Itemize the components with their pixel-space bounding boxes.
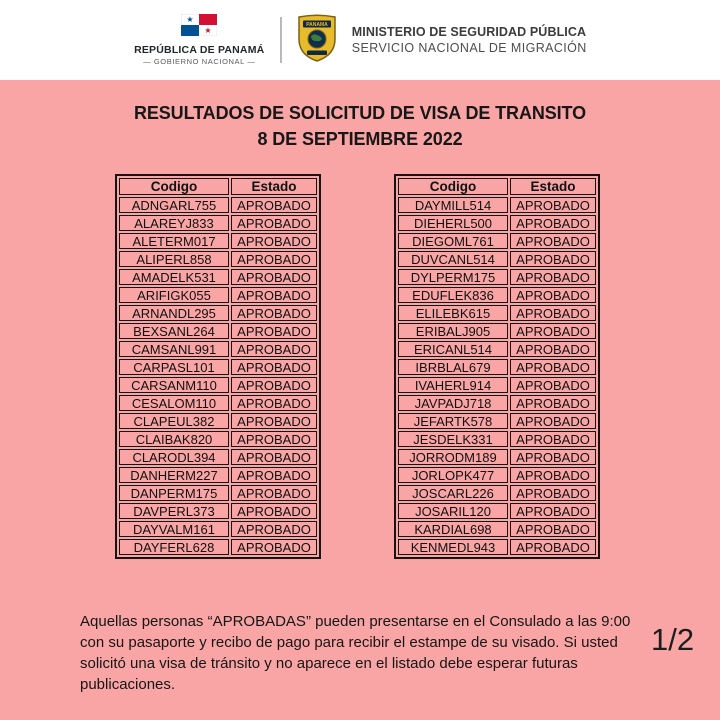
status-cell: APROBADO <box>510 431 596 447</box>
code-cell: ALIPERL858 <box>119 251 229 267</box>
header <box>0 0 720 80</box>
code-cell: ERICANL514 <box>398 341 508 357</box>
status-cell: APROBADO <box>231 269 317 285</box>
table-row <box>119 503 317 519</box>
table-row <box>119 197 317 213</box>
code-cell: AMADELK531 <box>119 269 229 285</box>
table-row <box>398 323 596 339</box>
code-cell: DAYMILL514 <box>398 197 508 213</box>
table-row <box>398 413 596 429</box>
table-header-row <box>119 178 317 195</box>
notice-body <box>0 80 720 720</box>
code-cell: ERIBALJ905 <box>398 323 508 339</box>
code-cell: DIEGOML761 <box>398 233 508 249</box>
code-cell: EDUFLEK836 <box>398 287 508 303</box>
code-cell: JOSARIL120 <box>398 503 508 519</box>
status-cell: APROBADO <box>231 377 317 393</box>
status-cell: APROBADO <box>231 287 317 303</box>
footer-note: Aquellas personas “APROBADAS” pueden presentarse en el Consulado a las 9:00 con su pasaporte y recibo de pago para recibir el estampe de su visado. Si usted solicitó una visa de tránsito y no aparece en el listado debe esperar futuras publicaciones. <box>80 613 631 693</box>
table-row <box>119 251 317 267</box>
page-title <box>0 100 720 152</box>
table-row <box>119 269 317 285</box>
table-row <box>119 323 317 339</box>
status-cell: APROBADO <box>231 251 317 267</box>
table-row <box>398 539 596 555</box>
code-cell: DAYVALM161 <box>119 521 229 537</box>
status-cell: APROBADO <box>231 341 317 357</box>
header-divider <box>280 17 282 63</box>
table-row <box>119 467 317 483</box>
code-cell: ALETERM017 <box>119 233 229 249</box>
results-table-left <box>115 174 321 559</box>
table-row <box>398 431 596 447</box>
code-cell: DIEHERL500 <box>398 215 508 231</box>
table-row <box>119 341 317 357</box>
table-row <box>398 341 596 357</box>
code-cell: JORLOPK477 <box>398 467 508 483</box>
code-cell: ELILEBK615 <box>398 305 508 321</box>
status-cell: APROBADO <box>510 503 596 519</box>
status-cell: APROBADO <box>231 413 317 429</box>
ministry-text <box>352 25 587 55</box>
status-cell: APROBADO <box>510 377 596 393</box>
status-cell: APROBADO <box>510 485 596 501</box>
svg-text:★: ★ <box>186 15 194 25</box>
code-cell: DYLPERM175 <box>398 269 508 285</box>
table-row <box>398 287 596 303</box>
status-cell: APROBADO <box>510 233 596 249</box>
status-cell: APROBADO <box>510 359 596 375</box>
code-cell: DANPERM175 <box>119 485 229 501</box>
table-row <box>398 197 596 213</box>
table-row <box>119 413 317 429</box>
status-cell: APROBADO <box>510 251 596 267</box>
status-cell: APROBADO <box>510 449 596 465</box>
table-row <box>119 431 317 447</box>
code-cell: ARIFIGK055 <box>119 287 229 303</box>
code-cell: ARNANDL295 <box>119 305 229 321</box>
code-cell: DANHERM227 <box>119 467 229 483</box>
table-row <box>398 305 596 321</box>
status-cell: APROBADO <box>231 431 317 447</box>
status-cell: APROBADO <box>510 269 596 285</box>
status-cell: APROBADO <box>510 395 596 411</box>
code-cell: ADNGARL755 <box>119 197 229 213</box>
code-cell: DAVPERL373 <box>119 503 229 519</box>
title-line2: 8 DE SEPTIEMBRE 2022 <box>257 129 463 149</box>
panama-flag-icon <box>181 14 217 41</box>
table-row <box>398 503 596 519</box>
table-row <box>398 449 596 465</box>
gov-logo-title: REPÚBLICA DE PANAMÁ <box>134 44 265 56</box>
migration-service-name: SERVICIO NACIONAL DE MIGRACIÓN <box>351 41 587 55</box>
table-row <box>398 269 596 285</box>
table-row <box>119 485 317 501</box>
table-row <box>398 467 596 483</box>
gov-logo-subtitle: — GOBIERNO NACIONAL — <box>143 57 256 66</box>
status-column-header: Estado <box>510 178 596 195</box>
code-cell: KENMEDL943 <box>398 539 508 555</box>
code-cell: CLAPEUL382 <box>119 413 229 429</box>
code-cell: CAMSANL991 <box>119 341 229 357</box>
status-cell: APROBADO <box>231 215 317 231</box>
status-cell: APROBADO <box>510 413 596 429</box>
code-cell: CARPASL101 <box>119 359 229 375</box>
status-cell: APROBADO <box>231 467 317 483</box>
status-cell: APROBADO <box>510 287 596 303</box>
table-row <box>119 215 317 231</box>
code-column-header: Codigo <box>398 178 508 195</box>
results-tables <box>115 174 600 559</box>
table-row <box>398 395 596 411</box>
table-row <box>119 395 317 411</box>
status-cell: APROBADO <box>510 305 596 321</box>
status-cell: APROBADO <box>510 341 596 357</box>
status-cell: APROBADO <box>510 323 596 339</box>
table-row <box>119 449 317 465</box>
svg-text:★: ★ <box>204 26 212 36</box>
title-line1: RESULTADOS DE SOLICITUD DE VISA DE TRANSITO <box>133 103 587 123</box>
status-cell: APROBADO <box>231 539 317 555</box>
table-row <box>119 233 317 249</box>
status-cell: APROBADO <box>510 197 596 213</box>
status-cell: APROBADO <box>231 197 317 213</box>
code-cell: DAYFERL628 <box>119 539 229 555</box>
status-cell: APROBADO <box>510 539 596 555</box>
code-cell: IVAHERL914 <box>398 377 508 393</box>
results-table-right <box>394 174 600 559</box>
code-cell: ALAREYJ833 <box>119 215 229 231</box>
ministry-name: MINISTERIO DE SEGURIDAD PÚBLICA <box>351 25 587 39</box>
code-column-header: Codigo <box>119 178 229 195</box>
status-cell: APROBADO <box>231 305 317 321</box>
code-cell: CLARODL394 <box>119 449 229 465</box>
status-cell: APROBADO <box>231 323 317 339</box>
table-row <box>119 377 317 393</box>
table-row <box>119 305 317 321</box>
page-indicator: 1/2 <box>651 622 695 657</box>
table-row <box>398 485 596 501</box>
table-header-row <box>398 178 596 195</box>
table-row <box>398 359 596 375</box>
status-cell: APROBADO <box>231 359 317 375</box>
code-cell: JORRODM189 <box>398 449 508 465</box>
table-row <box>119 287 317 303</box>
code-cell: CARSANM110 <box>119 377 229 393</box>
code-cell: JESDELK331 <box>398 431 508 447</box>
code-cell: KARDIAL698 <box>398 521 508 537</box>
table-row <box>398 215 596 231</box>
table-row <box>398 377 596 393</box>
table-row <box>398 251 596 267</box>
svg-text:PANAMA: PANAMA <box>305 21 328 28</box>
status-cell: APROBADO <box>231 521 317 537</box>
status-column-header: Estado <box>231 178 317 195</box>
code-cell: JOSCARL226 <box>398 485 508 501</box>
status-cell: APROBADO <box>231 233 317 249</box>
code-cell: CLAIBAK820 <box>119 431 229 447</box>
status-cell: APROBADO <box>231 449 317 465</box>
code-cell: BEXSANL264 <box>119 323 229 339</box>
table-row <box>119 539 317 555</box>
table-row <box>398 233 596 249</box>
status-cell: APROBADO <box>231 503 317 519</box>
code-cell: JAVPADJ718 <box>398 395 508 411</box>
migration-shield-icon <box>297 13 337 68</box>
status-cell: APROBADO <box>510 467 596 483</box>
status-cell: APROBADO <box>231 395 317 411</box>
table-row <box>119 359 317 375</box>
status-cell: APROBADO <box>231 485 317 501</box>
code-cell: JEFARTK578 <box>398 413 508 429</box>
table-row <box>398 521 596 537</box>
code-cell: IBRBLAL679 <box>398 359 508 375</box>
status-cell: APROBADO <box>510 215 596 231</box>
code-cell: DUVCANL514 <box>398 251 508 267</box>
gov-logo <box>133 14 265 66</box>
status-cell: APROBADO <box>510 521 596 537</box>
code-cell: CESALOM110 <box>119 395 229 411</box>
table-row <box>119 521 317 537</box>
